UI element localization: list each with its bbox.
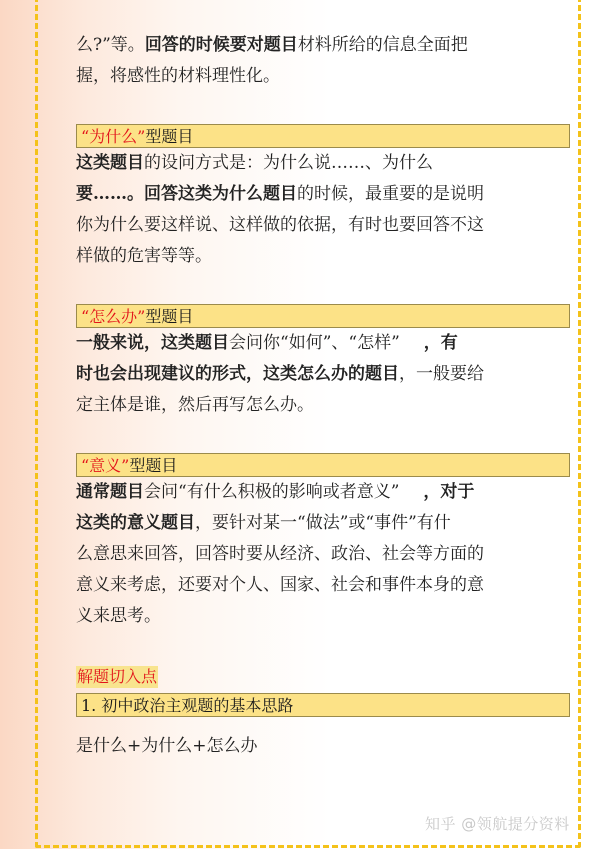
article-content — [76, 30, 528, 762]
entry-label: 解题切入点 — [77, 667, 158, 686]
intro-text: 么?”等。 — [76, 35, 145, 55]
how-line-2 — [76, 359, 528, 390]
how-text-2: ，一般要给 — [399, 364, 484, 384]
meaning-text-1: 会问“有什么积极的影响或者意义” — [144, 482, 400, 502]
heading-suffix: 型题目 — [145, 307, 194, 326]
watermark: 知乎 @领航提分资料 — [425, 815, 570, 833]
why-line-3: 你为什么要这样说、这样做的依据，有时也要回答不这 — [76, 215, 484, 235]
how-line-1 — [76, 328, 528, 359]
heading-suffix: 型题目 — [129, 456, 178, 475]
meaning-bold-2: 这类的意义题目 — [76, 513, 195, 533]
meaning-text-2: ，要针对某一“做法”或“事件”有什 — [195, 513, 451, 533]
how-bold-1: 一般来说，这类题目 — [76, 333, 229, 353]
why-line-4: 样做的危害等等。 — [76, 246, 212, 266]
why-text-1: 的设问方式是：为什么说……、为什么 — [144, 153, 433, 173]
why-text-2: 的时候，最重要的是说明 — [297, 184, 484, 204]
intro-line-2: 握，将感性的材料理性化。 — [76, 66, 280, 86]
meaning-line-1 — [76, 477, 528, 508]
heading-keyword: “意义” — [81, 456, 130, 475]
intro-bold: 回答的时候要对题目 — [144, 35, 298, 55]
how-text-1: 会问你“如何”、“怎样” — [229, 333, 400, 353]
entry-item-text: 是什么+为什么+怎么办 — [76, 736, 258, 756]
meaning-line-2 — [76, 508, 528, 539]
entry-item-heading: 1. 初中政治主观题的基本思路 — [76, 693, 570, 717]
section-heading-how — [76, 304, 570, 328]
why-bold-2: 要……。回答这类为什么题目 — [76, 184, 297, 204]
why-bold-1: 这类题目 — [76, 153, 144, 173]
meaning-line-5: 义来思考。 — [76, 606, 161, 626]
how-line-3: 定主体是谁，然后再写怎么办。 — [76, 395, 314, 415]
intro-text-2: 材料所给的信息全面把 — [297, 35, 468, 55]
why-line-1 — [76, 148, 528, 179]
why-line-2 — [76, 179, 528, 210]
meaning-bold-1b: ，对于 — [423, 482, 475, 502]
how-bold-1b: ，有 — [423, 333, 458, 353]
section-heading-meaning — [76, 453, 570, 477]
meaning-bold-1: 通常题目 — [76, 482, 144, 502]
intro-line-1 — [76, 30, 528, 61]
entry-label-row — [76, 662, 528, 693]
meaning-line-3: 么意思来回答，回答时要从经济、政治、社会等方面的 — [76, 544, 484, 564]
section-heading-why — [76, 124, 570, 148]
meaning-line-4: 意义来考虑，还要对个人、国家、社会和事件本身的意 — [76, 575, 484, 595]
heading-keyword: “怎么办” — [81, 307, 146, 326]
heading-keyword: “为什么” — [81, 127, 146, 146]
heading-suffix: 型题目 — [145, 127, 194, 146]
how-bold-2: 时也会出现建议的形式，这类怎么办的题目 — [76, 364, 399, 384]
